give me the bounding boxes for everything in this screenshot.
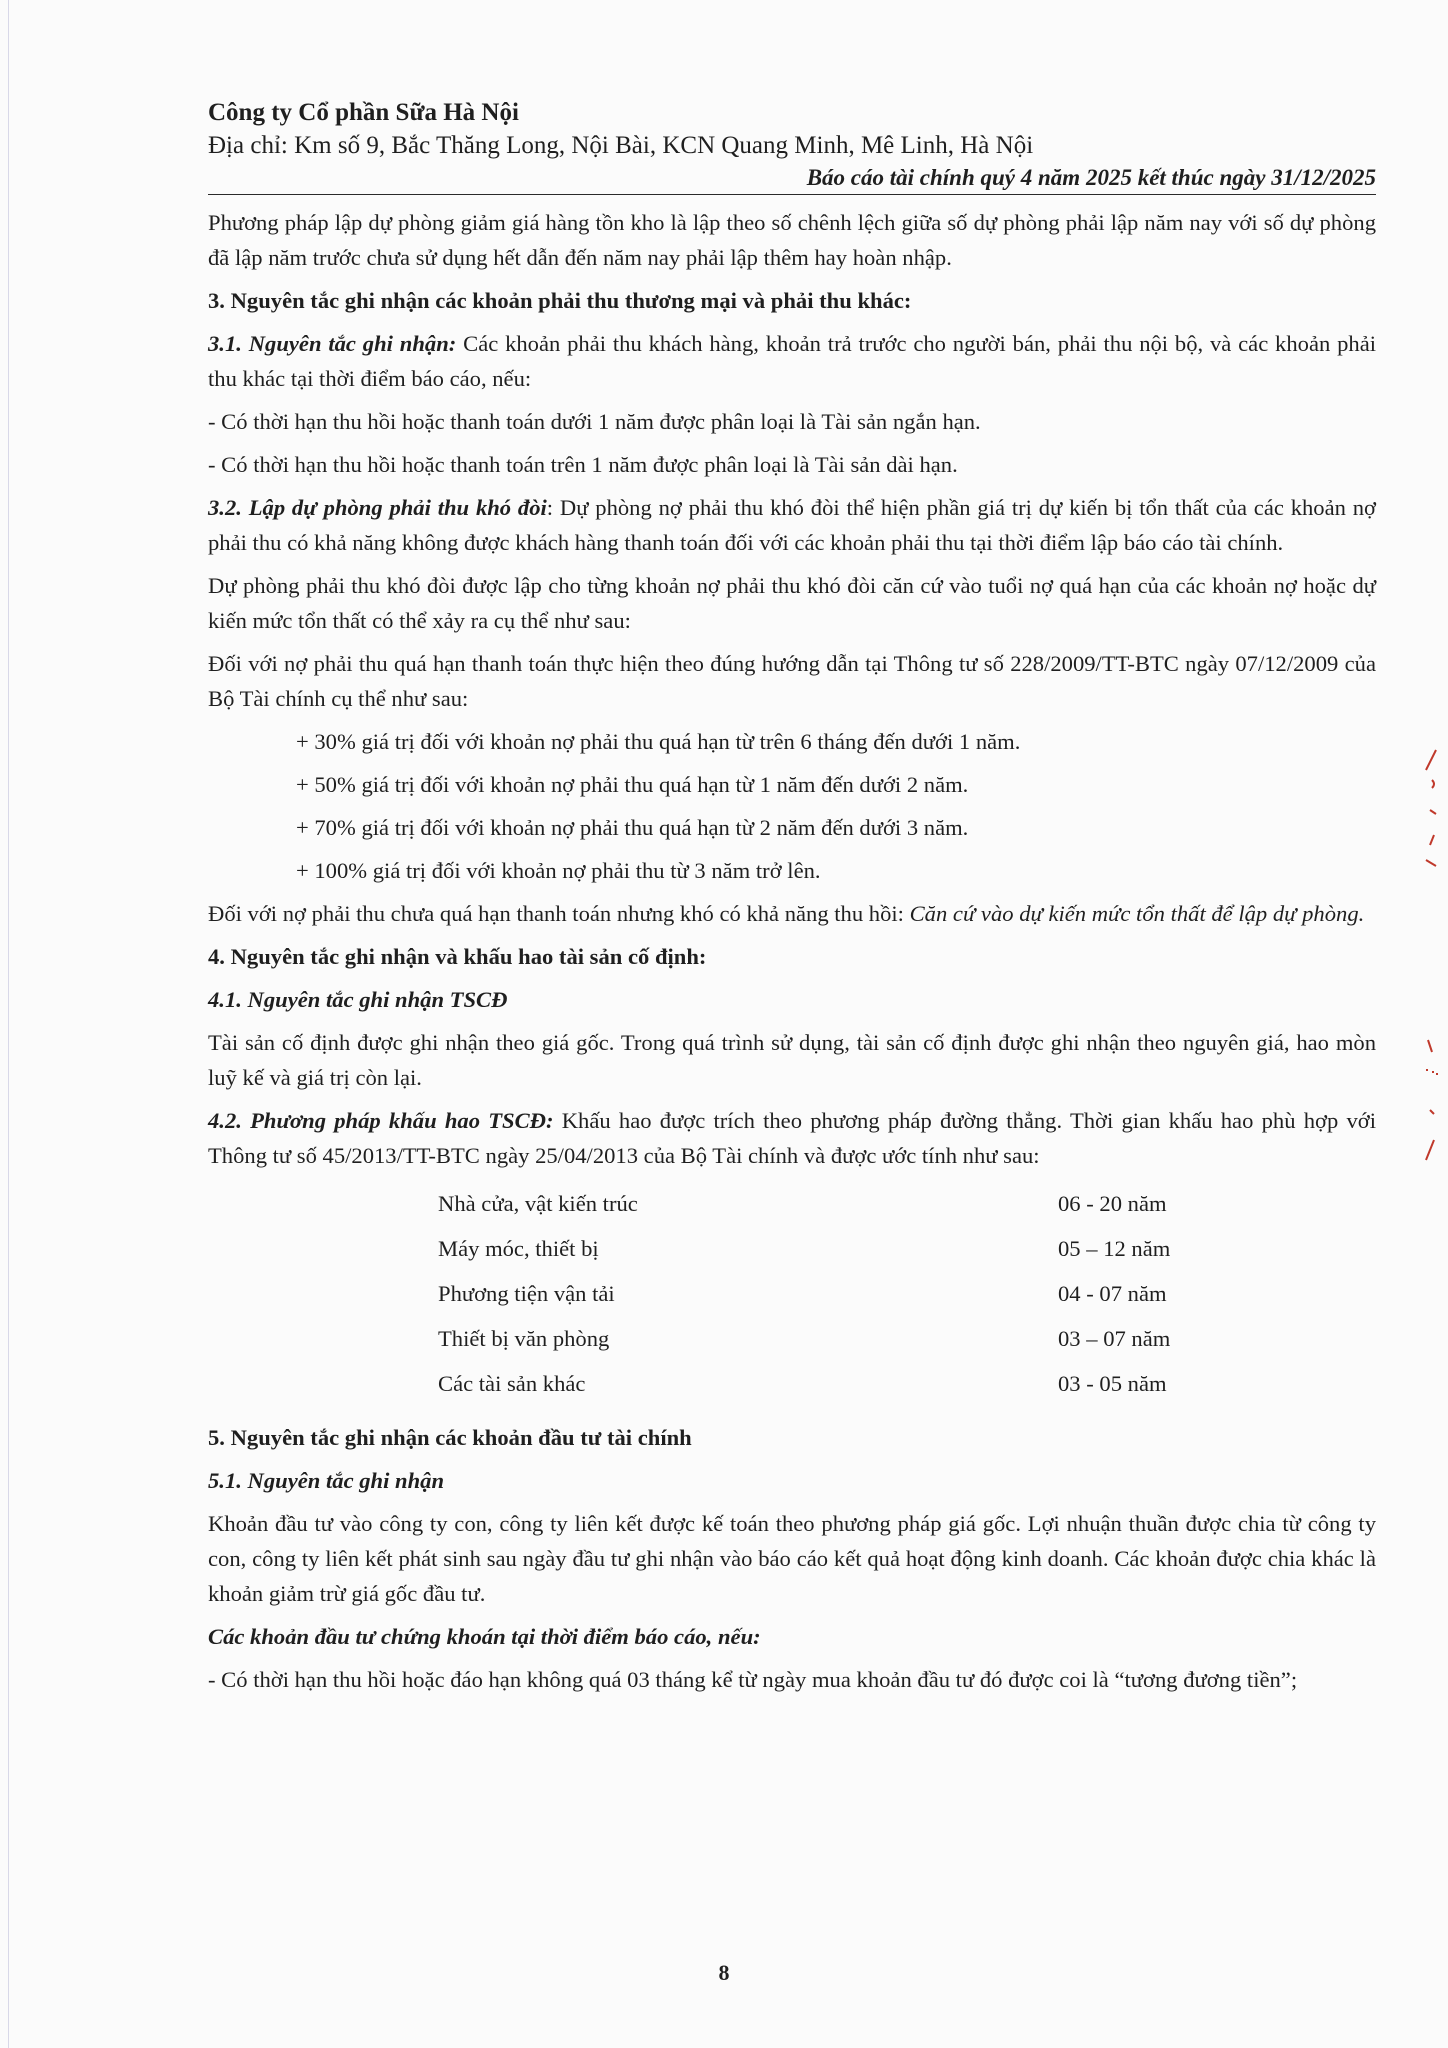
document-header <box>208 96 1376 195</box>
depreciation-table <box>438 1181 1258 1406</box>
asset-name: Máy móc, thiết bị <box>438 1236 599 1261</box>
asset-name: Phương tiện vận tải <box>438 1281 615 1306</box>
paragraph-not-due <box>208 896 1376 931</box>
not-due-italic: Căn cứ vào dự kiến mức tổn thất để lập dự phòng. <box>909 901 1365 926</box>
table-row <box>438 1226 1258 1271</box>
paragraph-3-2 <box>208 490 1376 560</box>
paragraph-4-2 <box>208 1103 1376 1173</box>
paragraph-3-1 <box>208 326 1376 396</box>
company-name: Công ty Cổ phần Sữa Hà Nội <box>208 99 519 126</box>
heading-3-2-text: : Dự phòng nợ phải thu khó đòi thể hiện phần giá trị dự kiến bị tổn thất của các khoản nợ phải thu có khả năng không được khách hàng thanh toán đối với các khoản phải thu tại thời điểm lập báo cáo tài chính. <box>208 495 1376 555</box>
paragraph-investment: Khoản đầu tư vào công ty con, công ty liên kết được kế toán theo phương pháp giá gốc. Lợi nhuận thuần được chia từ công ty con, công ty liên kết phát sinh sau ngày đầu tư ghi nhận vào báo cáo kết quả hoạt động kinh doanh. Các khoản được chia khác là khoản giảm trừ giá gốc đầu tư. <box>208 1511 1376 1606</box>
document-body <box>208 205 1376 1705</box>
page-number: 8 <box>718 1960 730 1985</box>
rate-100: + 100% giá trị đối với khoản nợ phải thu từ 3 năm trở lên. <box>296 858 821 883</box>
asset-years: 04 - 07 năm <box>1058 1281 1167 1306</box>
heading-4-2-text: Khấu hao được trích theo phương pháp đường thẳng. Thời gian khấu hao phù hợp với Thông tư số 45/2013/TT-BTC ngày 25/04/2013 của Bộ Tài chính và được ước tính như sau: <box>208 1108 1376 1168</box>
asset-name: Thiết bị văn phòng <box>438 1326 610 1351</box>
asset-years: 05 – 12 năm <box>1058 1236 1171 1261</box>
table-row <box>438 1316 1258 1361</box>
asset-name: Các tài sản khác <box>438 1371 586 1396</box>
asset-name: Nhà cửa, vật kiến trúc <box>438 1191 638 1216</box>
heading-3-1-text: Các khoản phải thu khách hàng, khoản trả trước cho người bán, phải thu nội bộ, và các khoản phải thu khác tại thời điểm báo cáo, nếu: <box>208 331 1377 391</box>
paragraph-provision: Dự phòng phải thu khó đòi được lập cho từng khoản nợ phải thu khó đòi căn cứ vào tuổi nợ quá hạn của các khoản nợ hoặc dự kiến mức tổn thất có thể xảy ra cụ thể như sau: <box>208 573 1376 633</box>
heading-4-2-label: 4.2. Phương pháp khấu hao TSCĐ: <box>208 1108 554 1133</box>
heading-5-1: 5.1. Nguyên tắc ghi nhận <box>208 1468 445 1493</box>
report-title: Báo cáo tài chính quý 4 năm 2025 kết thúc ngày 31/12/2025 <box>208 163 1376 195</box>
table-row <box>438 1181 1258 1226</box>
heading-5: 5. Nguyên tắc ghi nhận các khoản đầu tư tài chính <box>208 1425 692 1450</box>
bullet-short-term: - Có thời hạn thu hồi hoặc thanh toán dưới 1 năm được phân loại là Tài sản ngắn hạn. <box>208 409 981 434</box>
company-address: Địa chỉ: Km số 9, Bắc Thăng Long, Nội Bài, KCN Quang Minh, Mê Linh, Hà Nội <box>208 132 1034 159</box>
asset-years: 06 - 20 năm <box>1058 1191 1167 1216</box>
asset-years: 03 – 07 năm <box>1058 1326 1171 1351</box>
bullet-long-term: - Có thời hạn thu hồi hoặc thanh toán trên 1 năm được phân loại là Tài sản dài hạn. <box>208 452 958 477</box>
bullet-cash-equivalent: - Có thời hạn thu hồi hoặc đáo hạn không quá 03 tháng kể từ ngày mua khoản đầu tư đó được coi là “tương đương tiền”; <box>208 1667 1298 1692</box>
heading-3-1-label: 3.1. Nguyên tắc ghi nhận: <box>208 331 457 356</box>
rate-30: + 30% giá trị đối với khoản nợ phải thu quá hạn từ trên 6 tháng đến dưới 1 năm. <box>296 729 1021 754</box>
paragraph-fixed-assets: Tài sản cố định được ghi nhận theo giá gốc. Trong quá trình sử dụng, tài sản cố định được ghi nhận theo nguyên giá, hao mòn luỹ kế và giá trị còn lại. <box>208 1030 1376 1090</box>
paragraph-overdue: Đối với nợ phải thu quá hạn thanh toán thực hiện theo đúng hướng dẫn tại Thông tư số 228/2009/TT-BTC ngày 07/12/2009 của Bộ Tài chính cụ thể như sau: <box>208 651 1376 711</box>
rate-70: + 70% giá trị đối với khoản nợ phải thu quá hạn từ 2 năm đến dưới 3 năm. <box>296 815 969 840</box>
stamp-edge-marks <box>1418 740 1444 1180</box>
margin-line <box>8 0 9 2048</box>
rate-50: + 50% giá trị đối với khoản nợ phải thu quá hạn từ 1 năm đến dưới 2 năm. <box>296 772 969 797</box>
table-row <box>438 1361 1258 1406</box>
asset-years: 03 - 05 năm <box>1058 1371 1167 1396</box>
heading-4: 4. Nguyên tắc ghi nhận và khấu hao tài sản cố định: <box>208 944 707 969</box>
paragraph-inventory: Phương pháp lập dự phòng giảm giá hàng tồn kho là lập theo số chênh lệch giữa số dự phòng phải lập năm nay với số dự phòng đã lập năm trước chưa sử dụng hết dẫn đến năm nay phải lập thêm hay hoàn nhập. <box>208 210 1376 270</box>
table-row <box>438 1271 1258 1316</box>
heading-securities: Các khoản đầu tư chứng khoán tại thời điểm báo cáo, nếu: <box>208 1624 761 1649</box>
heading-3-2-label: 3.2. Lập dự phòng phải thu khó đòi <box>208 495 547 520</box>
heading-3: 3. Nguyên tắc ghi nhận các khoản phải thu thương mại và phải thu khác: <box>208 288 912 313</box>
not-due-text: Đối với nợ phải thu chưa quá hạn thanh toán nhưng khó có khả năng thu hồi: <box>208 901 910 926</box>
heading-4-1: 4.1. Nguyên tắc ghi nhận TSCĐ <box>208 987 508 1012</box>
